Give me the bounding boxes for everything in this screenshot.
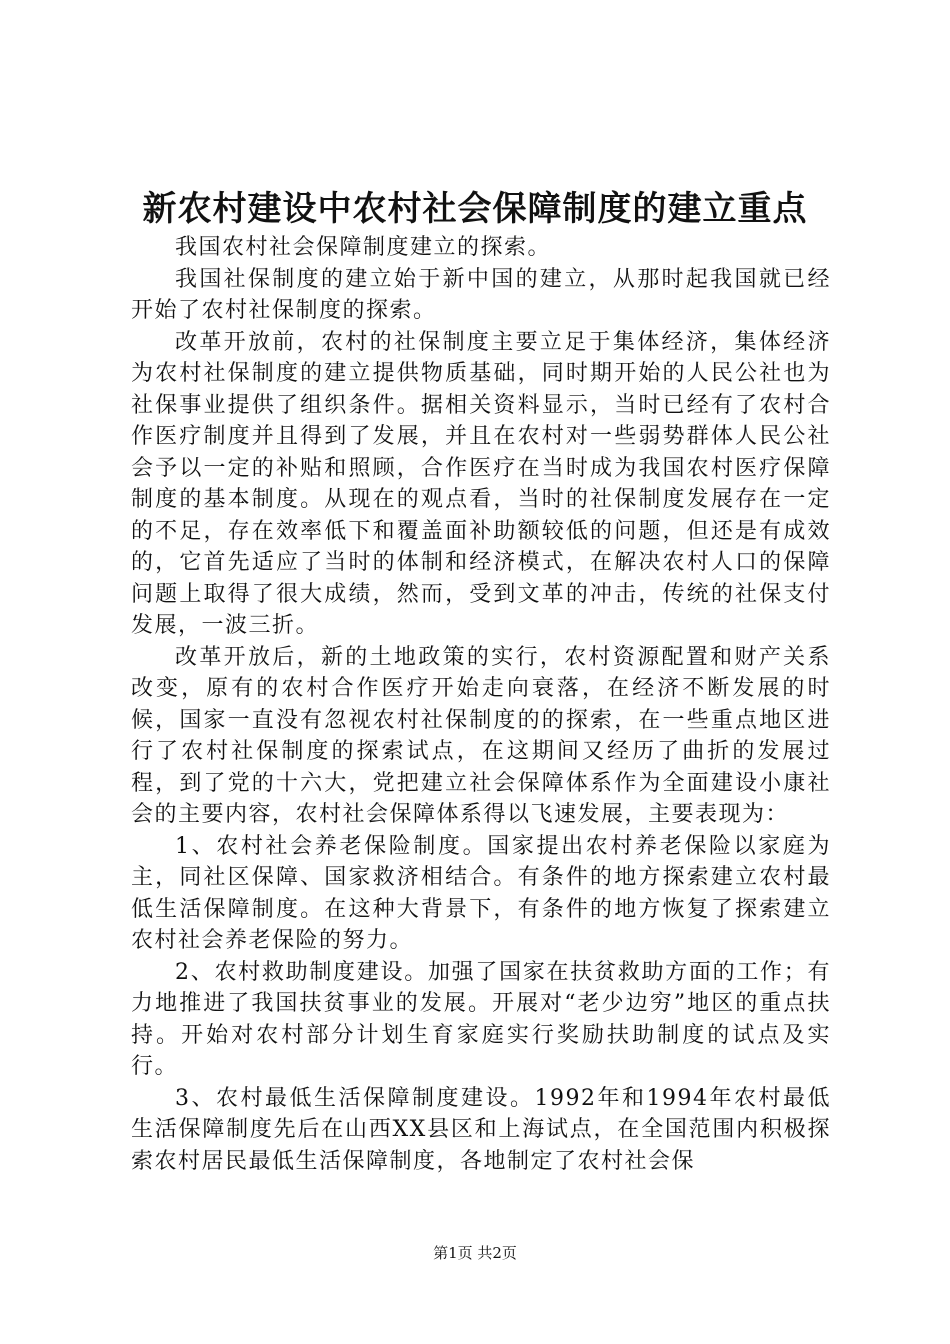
paragraph: 改革开放前，农村的社保制度主要立足于集体经济，集体经济为农村社保制度的建立提供物质基础，同时期开始的人民公社也为社保事业提供了组织条件。据相关资料显示，当时已经有了农村合作医疗制度并且得到了发展，并且在农村对一些弱势群体人民公社会予以一定的补贴和照顾，合作医疗在当时成为我国农村医疗保障制度的基本制度。从现在的观点看，当时的社保制度发展存在一定的不足，存在效率低下和覆盖面补助额较低的问题，但还是有成效的，它首先适应了当时的体制和经济模式，在解决农村人口的保障问题上取得了很大成绩，然而，受到文革的冲击，传统的社保支付发展，一波三折。 <box>131 329 831 638</box>
page-number: 第1页 共2页 <box>433 1244 517 1262</box>
paragraph: 改革开放后，新的土地政策的实行，农村资源配置和财产关系改变，原有的农村合作医疗开始走向衰落，在经济不断发展的时候，国家一直没有忽视农村社保制度的的探索，在一些重点地区进行了农村社保制度的探索试点，在这期间又经历了曲折的发展过程，到了党的十六大，党把建立社会保障体系作为全面建设小康社会的主要内容，农村社会保障体系得以飞速发展，主要表现为： <box>131 644 831 827</box>
paragraph: 3、农村最低生活保障制度建设。1992年和1994年农村最低生活保障制度先后在山西XX县区和上海试点，在全国范围内积极探索农村居民最低生活保障制度，各地制定了农村社会保 <box>131 1085 831 1174</box>
paragraph: 2、农村救助制度建设。加强了国家在扶贫救助方面的工作；有力地推进了我国扶贫事业的发展。开展对“老少边穷”地区的重点扶持。开始对农村部分计划生育家庭实行奖励扶助制度的试点及实行。 <box>131 959 831 1079</box>
document-body <box>131 232 831 1177</box>
paragraph: 1、农村社会养老保险制度。国家提出农村养老保险以家庭为主，同社区保障、国家救济相结合。有条件的地方探索建立农村最低生活保障制度。在这种大背景下，有条件的地方恢复了探索建立农村社会养老保险的努力。 <box>131 833 831 953</box>
page-title: 新农村建设中农村社会保障制度的建立重点 <box>142 189 808 229</box>
paragraph: 我国社保制度的建立始于新中国的建立，从那时起我国就已经开始了农村社保制度的探索。 <box>131 266 831 323</box>
paragraph: 我国农村社会保障制度建立的探索。 <box>175 235 552 260</box>
